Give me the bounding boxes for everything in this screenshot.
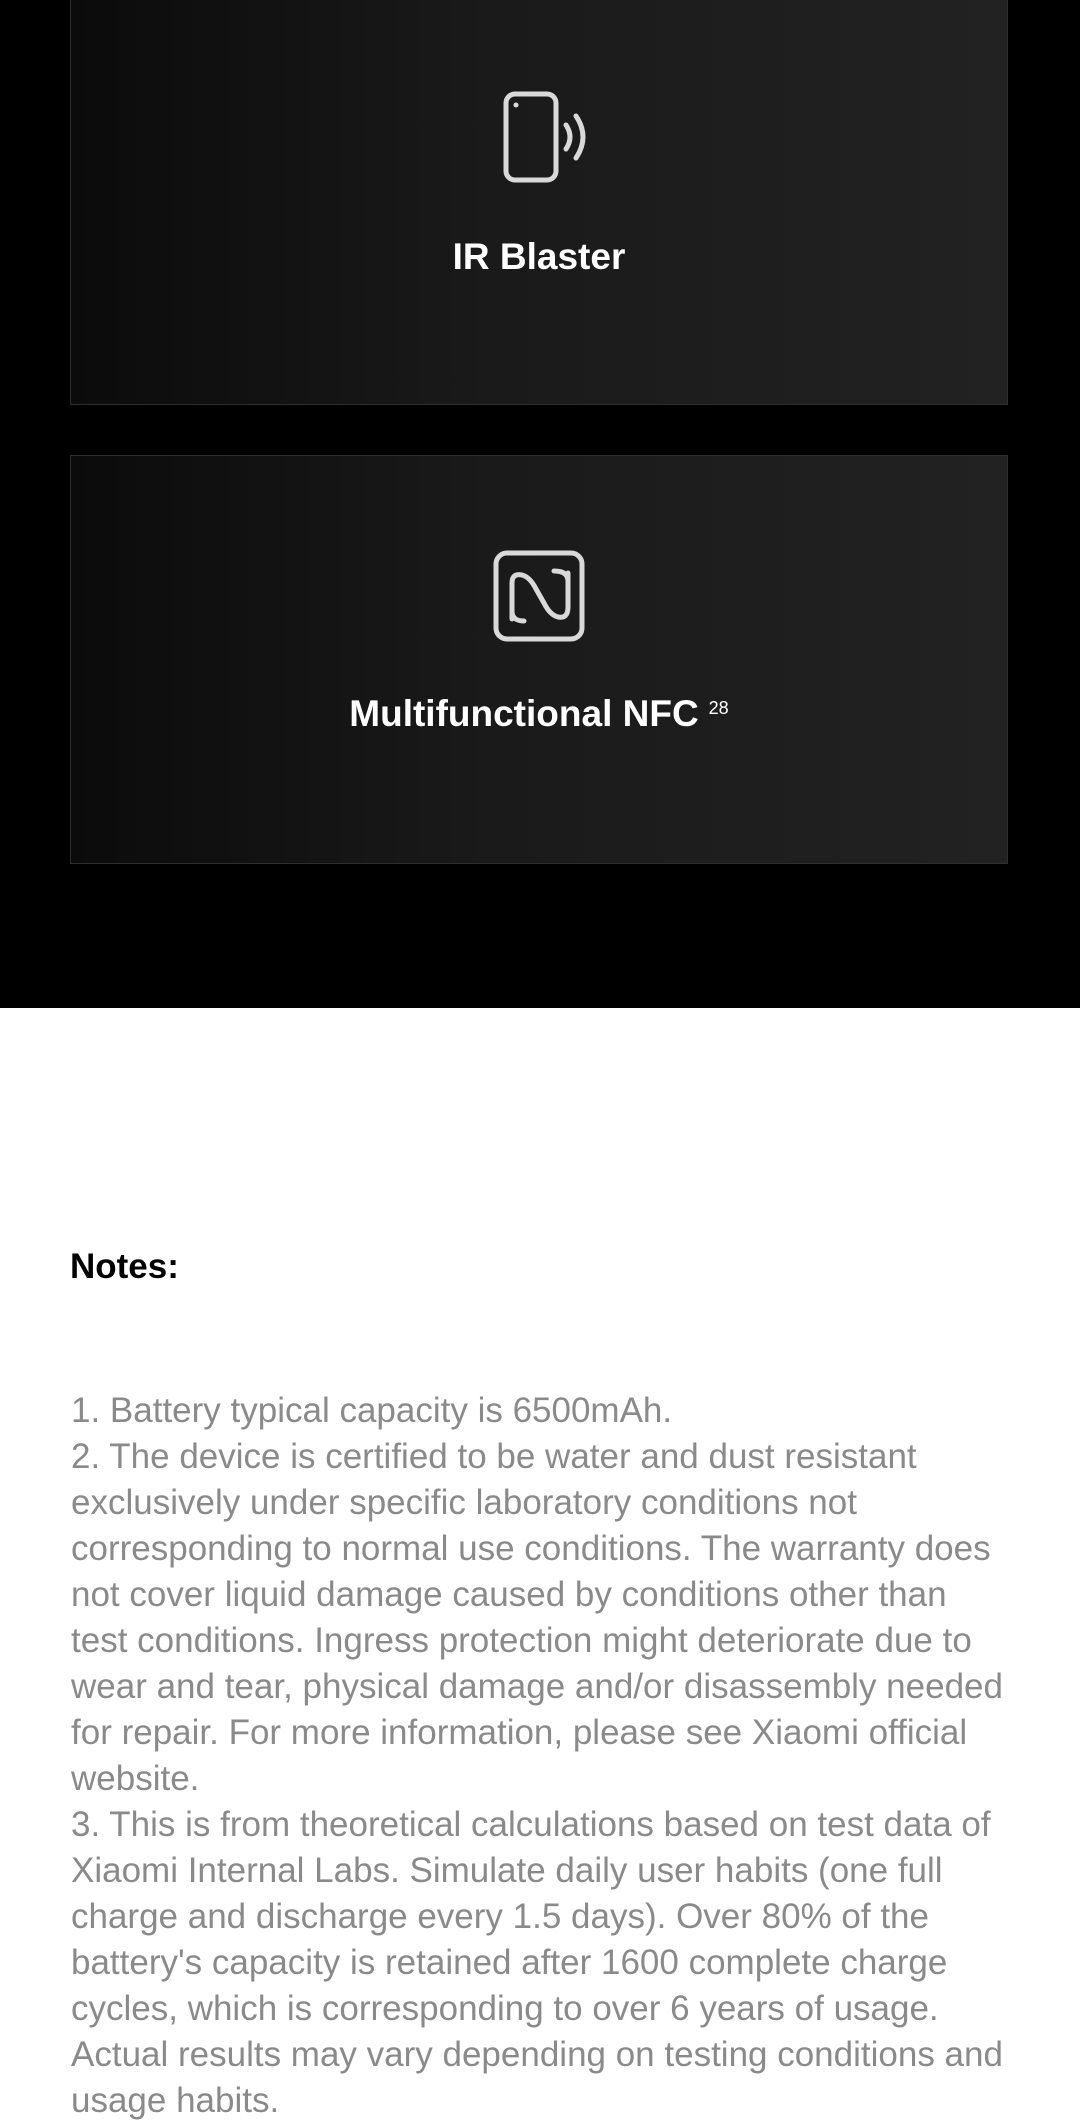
feature-card-ir-blaster — [70, 0, 1008, 405]
notes-heading: Notes: — [70, 1247, 179, 1286]
note-item-3: 3. This is from theoretical calculations based on test data of Xiaomi Internal Labs. Simulate daily user habits (one full charge and discharge every 1.5 days). Over 80% of the battery's capacity is retained after 1600 complete charge cycles, which is corresponding to over 6 years of usage. Actual results may vary depending on testing conditions and usage habits. — [71, 1805, 1003, 2120]
footnote-reference[interactable]: 28 — [708, 697, 729, 718]
nfc-title-text: Multifunctional NFC — [349, 693, 699, 734]
nfc-icon — [484, 541, 594, 651]
features-section — [0, 0, 1080, 1008]
note-item-2: 2. The device is certified to be water and dust resistant exclusively under specific laboratory conditions not corresponding to normal use conditions. The warranty does not cover liquid damage caused by conditions other than test conditions. Ingress protection might deteriorate due to wear and tear, physical damage and/or disassembly needed for repair. For more information, please see Xiaomi official website. — [71, 1437, 1003, 1798]
feature-title-nfc — [71, 692, 1007, 736]
feature-card-nfc — [70, 455, 1008, 864]
phone-signal-icon — [484, 84, 594, 194]
notes-list — [71, 1388, 1011, 2124]
note-item-1: 1. Battery typical capacity is 6500mAh. — [71, 1391, 673, 1430]
feature-title-ir-blaster: IR Blaster — [452, 236, 626, 277]
